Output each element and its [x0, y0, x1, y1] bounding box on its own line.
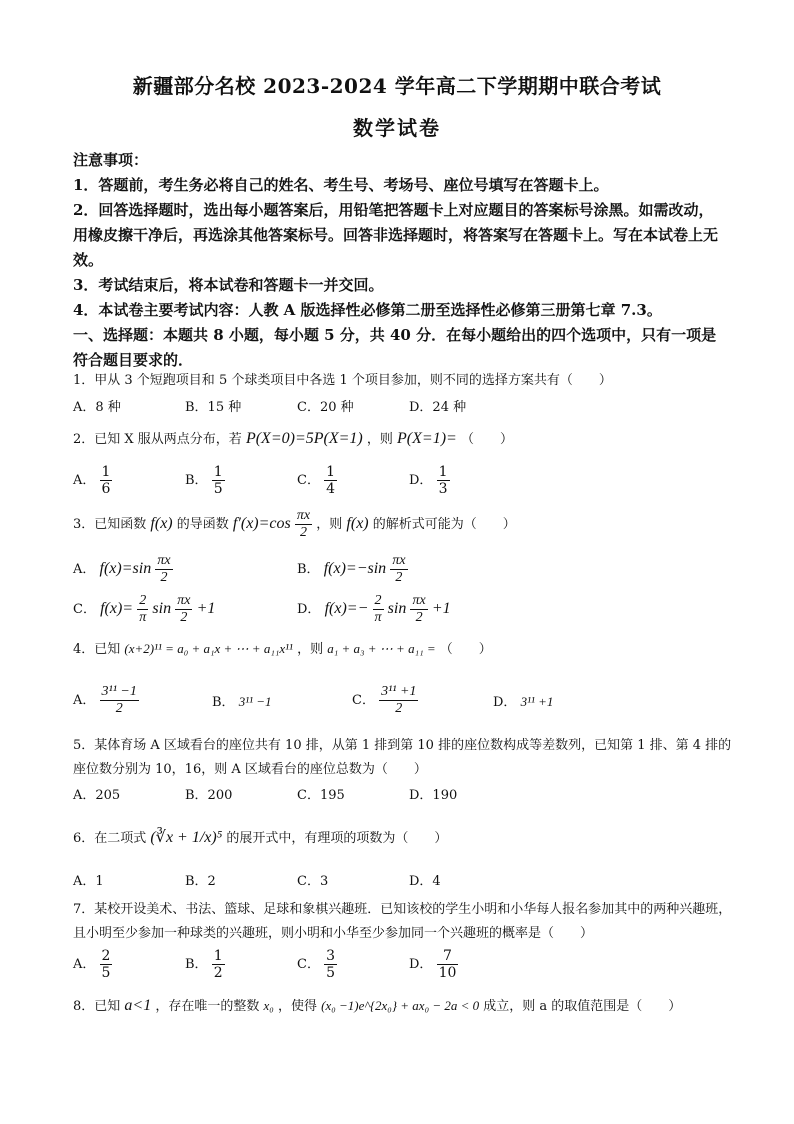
notice-item-1: 1．答题前，考生务必将自己的姓名、考生号、考场号、座位号填写在答题卡上。 [73, 176, 609, 194]
option-label: C． [73, 602, 96, 617]
q3-stem-end: 的解析式可能为（ ） [372, 517, 516, 532]
q1-option-c: C．20 种 [297, 400, 354, 415]
q3-function: f(x) [150, 515, 173, 532]
q6-stem-text: 6．在二项式 [73, 831, 147, 846]
option-expr: f(x)=− [324, 600, 369, 617]
numerator: 1 [213, 464, 223, 480]
fraction [379, 684, 418, 717]
fraction [212, 948, 225, 981]
denominator: 5 [101, 965, 111, 981]
question-4-stem [73, 637, 733, 662]
q1-option-a: A．8 种 [73, 400, 121, 415]
q7-option-a [73, 948, 112, 981]
q7-option-b [185, 948, 225, 981]
question-2-stem [73, 427, 733, 452]
q3-derivative: f′(x)=cos [232, 515, 291, 532]
question-7-stem: 7．某校开设美术、书法、篮球、足球和象棋兴趣班．已知该校的学生小明和小华每人报名参加其中的两种兴趣班，且小明至少参加一种球类的兴趣班，则小明和小华至少参加同一个兴趣班的概率是（ ） [73, 902, 732, 941]
numerator: 2 [373, 593, 384, 610]
q6-option-a: A．1 [73, 874, 104, 889]
denominator: 2 [300, 525, 307, 540]
q3-option-d [297, 593, 451, 626]
q7-option-c [297, 948, 337, 981]
denominator: 4 [326, 481, 336, 497]
q7-option-d [409, 948, 458, 981]
option-tail: +1 [196, 600, 216, 617]
q4-option-c [352, 684, 418, 717]
option-tail: +1 [431, 600, 451, 617]
q2-option-a [73, 464, 112, 497]
numerator: 1 [438, 464, 448, 480]
q8-x0: x₀ [263, 998, 274, 1013]
option-expr: 3¹¹ −1 [238, 694, 272, 709]
q8-inequality: (x₀ −1)e^{2x₀} + ax₀ − 2a < 0 [321, 998, 480, 1013]
q4-stem-text: 4．已知 [73, 642, 121, 657]
numerator: 1 [326, 464, 336, 480]
denominator: 2 [115, 701, 123, 716]
q6-stem-end: 的展开式中，有理项的项数为（ ） [226, 831, 448, 846]
denominator: 2 [160, 570, 168, 585]
q3-option-b [297, 553, 408, 586]
option-label: D． [409, 473, 433, 488]
notice-item-3: 3．考试结束后，将本试卷和答题卡一并交回。 [73, 276, 384, 294]
q3-stem-mid: 的导函数 [176, 517, 229, 532]
option-label: B． [185, 473, 208, 488]
denominator: 5 [213, 481, 223, 497]
option-expr: 3¹¹ +1 [520, 694, 554, 709]
q8-condition: a<1 [124, 997, 152, 1014]
q3-stem-mid2: ，则 [316, 517, 343, 532]
numerator: 3¹¹ −1 [101, 684, 137, 699]
q2-target: P(X=1)= [397, 430, 457, 447]
numerator: πx [177, 593, 191, 608]
denominator: 3 [438, 481, 448, 497]
fraction [100, 464, 113, 497]
question-1-stem: 1．甲从 3 个短跑项目和 5 个球类项目中各选 1 个项目参加，则不同的选择方案共有（ ） [73, 373, 612, 388]
denominator: 2 [213, 965, 223, 981]
q8-stem-mid2: ，使得 [277, 999, 317, 1014]
q1-option-b: B．15 种 [185, 400, 242, 415]
q2-option-c [297, 464, 337, 497]
fraction [100, 684, 139, 717]
notice-heading: 注意事项： [73, 151, 149, 169]
q4-stem-end: （ ） [439, 642, 492, 657]
fraction [100, 948, 113, 981]
q6-option-d: D．4 [409, 874, 441, 889]
fraction [373, 593, 384, 626]
q8-stem-end: 成立，则 a 的取值范围是（ ） [483, 999, 682, 1014]
question-8-stem [73, 994, 733, 1019]
option-label: B． [297, 562, 320, 577]
exam-subject: 数学试卷 [353, 116, 441, 140]
fraction [155, 553, 172, 586]
q8-stem-mid: ，存在唯一的整数 [155, 999, 260, 1014]
q6-option-c: C．3 [297, 874, 329, 889]
denominator: 2 [395, 701, 403, 716]
numerator: πx [392, 553, 406, 568]
denominator: 2 [395, 570, 403, 585]
option-sin: sin [387, 600, 407, 617]
fraction [324, 464, 337, 497]
exam-title: 新疆部分名校 2023-2024 学年高二下学期期中联合考试 [132, 74, 662, 98]
q2-condition: P(X=0)=5P(X=1) [245, 430, 363, 447]
numerator: πx [157, 553, 171, 568]
q4-expansion: (x+2)¹¹ = a₀ + a₁x + ⋯ + a₁₁x¹¹ [124, 641, 293, 656]
fraction [324, 948, 337, 981]
q5-option-a: A．205 [73, 788, 121, 803]
q5-option-c: C．195 [297, 788, 345, 803]
option-label: D． [493, 695, 517, 710]
q6-option-b: B．2 [185, 874, 216, 889]
q3-option-c [73, 593, 215, 626]
numerator: 7 [437, 948, 459, 965]
q3-stem-text: 3．已知函数 [73, 517, 147, 532]
option-label: C． [297, 957, 320, 972]
option-expr: f(x)= [100, 600, 134, 617]
option-label: A． [73, 957, 96, 972]
option-label: B． [212, 695, 235, 710]
q2-option-b [185, 464, 225, 497]
question-6-stem [73, 826, 733, 851]
q3-function-2: f(x) [346, 515, 369, 532]
fraction [175, 593, 192, 626]
q3-option-a [73, 553, 173, 586]
denominator: π [139, 610, 147, 625]
numerator: 3 [326, 948, 336, 964]
notice-item-4: 4．本试卷主要考试内容：人教 A 版选择性必修第二册至选择性必修第三册第七章 7.3。 [73, 301, 662, 319]
option-expr: f(x)=−sin [323, 560, 387, 577]
q2-stem-mid: ，则 [366, 432, 393, 447]
fraction [137, 593, 148, 626]
notice-item-2: 2．回答选择题时，选出每小题答案后，用铅笔把答题卡上对应题目的答案标号涂黑。如需改动，用橡皮擦干净后，再选涂其他答案标号。回答非选择题时，将答案写在答题卡上。写在本试卷上无效。 [73, 201, 719, 269]
q6-binomial: (∛x + 1/x)⁵ [150, 829, 223, 846]
option-label: D． [297, 602, 321, 617]
option-label: A． [73, 693, 96, 708]
fraction [437, 464, 450, 497]
q1-option-d: D．24 种 [409, 400, 467, 415]
fraction [410, 593, 427, 626]
q2-stem-end: （ ） [460, 432, 513, 447]
q4-stem-mid: ，则 [297, 642, 324, 657]
denominator: 2 [180, 610, 188, 625]
denominator: 5 [326, 965, 336, 981]
question-5-stem: 5．某体育场 A 区域看台的座位共有 10 排，从第 1 排到第 10 排的座位数构成等差数列，已知第 1 排、第 4 排的座位数分别为 10，16，则 A 区域看台的座位总数为（ ） [73, 738, 732, 777]
denominator: π [374, 610, 382, 625]
fraction [390, 553, 407, 586]
question-3-stem [73, 508, 733, 541]
denominator: 10 [438, 965, 457, 981]
q4-option-a [73, 684, 139, 717]
q5-option-d: D．190 [409, 788, 458, 803]
section-heading: 一、选择题：本题共 8 小题，每小题 5 分，共 40 分．在每小题给出的四个选项中，只有一项是符合题目要求的． [73, 326, 717, 369]
denominator: 6 [101, 481, 111, 497]
numerator: 2 [137, 593, 148, 610]
fraction [295, 508, 312, 541]
option-sin: sin [152, 600, 172, 617]
numerator: πx [412, 593, 426, 608]
q4-option-d [493, 692, 553, 713]
numerator: 2 [101, 948, 111, 964]
numerator: 1 [213, 948, 223, 964]
option-expr: f(x)=sin [99, 560, 152, 577]
option-label: D． [409, 957, 433, 972]
option-label: B． [185, 957, 208, 972]
q4-sum: a₁ + a₃ + ⋯ + a₁₁ = [327, 641, 436, 656]
numerator: 1 [101, 464, 111, 480]
q2-stem-text: 2．已知 X 服从两点分布，若 [73, 432, 242, 447]
fraction [437, 948, 459, 981]
q8-stem-text: 8．已知 [73, 999, 121, 1014]
option-label: A． [73, 562, 96, 577]
q5-option-b: B．200 [185, 788, 233, 803]
denominator: 2 [415, 610, 423, 625]
option-label: A． [73, 473, 96, 488]
option-label: C． [352, 693, 375, 708]
option-label: C． [297, 473, 320, 488]
numerator: πx [296, 508, 311, 523]
fraction [212, 464, 225, 497]
q4-option-b [212, 692, 272, 713]
q2-option-d [409, 464, 450, 497]
numerator: 3¹¹ +1 [381, 684, 417, 699]
